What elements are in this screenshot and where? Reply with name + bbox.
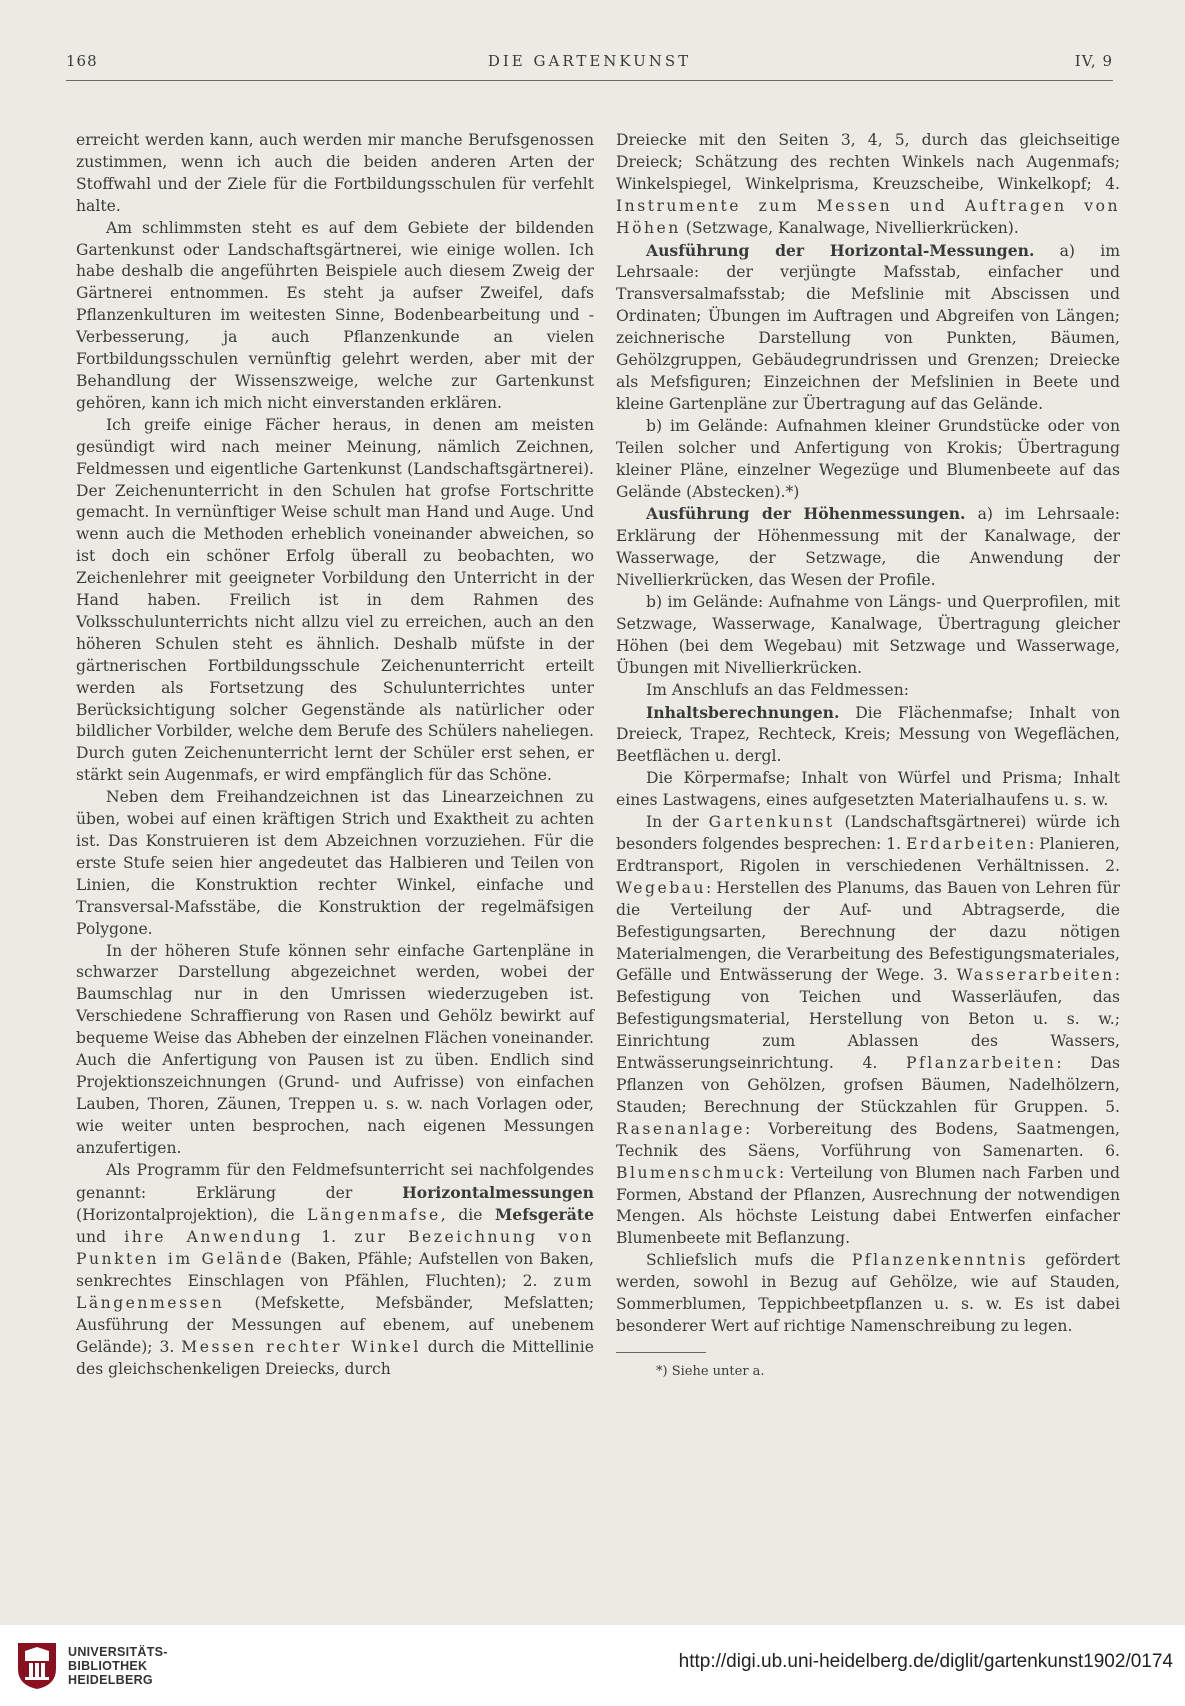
paragraph: Die Körpermafse; Inhalt von Würfel und Prisma; Inhalt eines Lastwagens, eines aufgesetzten Materialhaufens u. s. w.: [616, 769, 1120, 810]
paragraph: Ausführung der Höhenmessungen. a) im Lehrsaale: Erklärung der Höhenmessung mit der Kanalwage, der Wasserwage, der Setzwage, die Anwendung der Nivellierkrücken, das Wesen der Profile.: [616, 504, 1120, 590]
paragraph: erreicht werden kann, auch werden mir manche Berufsgenossen zustimmen, wenn ich auch die beiden anderen Arten der Stoffwahl und der Ziele für die Fortbildungsschulen für verfehlt halte.: [76, 131, 594, 215]
paragraph: Inhaltsberechnungen. Die Flächenmafse; Inhalt von Dreieck, Trapez, Rechteck, Kreis; Messung von Wegeflächen, Beetflächen u. dergl.: [616, 702, 1120, 766]
paragraph: Ausführung der Horizontal-Messungen. a) im Lehrsaale: der verjüngte Mafsstab, einfacher und Transversalmafsstab; die Mefslinie mit Abscissen und Ordinaten; Übungen im Auftragen und Abgreifen von Längen; zeichnerische Darstellung von Punkten, Bäumen, Gehölzgruppen, Gebäudegrundrissen und Grenzen; Dreiecke als Mefsfiguren; Einzeichnen der Mefslinien in Beete und kleine Gartenpläne zur Übertragung auf das Gelände.: [616, 240, 1120, 413]
paragraph: Neben dem Freihandzeichnen ist das Linearzeichnen zu üben, wobei auf einen kräftigen Strich und Exaktheit zu achten ist. Das Konstruieren ist dem Abzeichnen vorzuziehen. Für die erste Stufe seien hier angedeutet das Halbieren und Teilen von Linien, die Konstruktion rechter Winkel, einfache und Transversal-Mafsstäbe, die Konstruktion der regelmäfsigen Polygone.: [76, 788, 594, 938]
paragraph: In der Gartenkunst (Landschaftsgärtnerei) würde ich besonders folgendes besprechen: 1. Erdarbeiten: Planieren, Erdtransport, Rigolen in verschiedenen Verhältnissen. 2. Wegebau: Herstellen des Planums, das Bauen von Lehren für die Verteilung der Auf- und Abtragserde, die Befestigungsarten, Berechnung der dazu nötigen Materialmengen, die Verarbeitung des Befestigungsmateriales, Gefälle und Entwässerung der Wege. 3. Wasserarbeiten: Befestigung von Teichen und Wasserläufen, das Befestigungsmaterial, Herstellung von Beton u. s. w.; Einrichtung zum Ablassen des Wassers, Entwässerungseinrichtung. 4. Pflanzarbeiten: Das Pflanzen von Gehölzen, grofsen Bäumen, Nadelhölzern, Stauden; Berechnung der Stückzahlen für Gruppen. 5. Rasenanlage: Vorbereitung des Bodens, Saatmengen, Technik des Säens, Vorführung von Samenarten. 6. Blumenschmuck: Verteilung von Blumen nach Farben und Formen, Abstand der Pflanzen, Ausrechnung der notwendigen Mengen. Als höchste Leistung dabei Entwerfen einfacher Blumenbeete mit Beflanzung.: [616, 813, 1121, 1248]
left-column: [76, 130, 594, 1381]
page-number: 168: [66, 52, 98, 70]
issue-number: IV, 9: [1074, 52, 1113, 70]
paragraph: Schliefslich mufs die Pflanzenkenntnis gefördert werden, sowohl in Bezug auf Gehölze, wie auf Stauden, Sommerblumen, Teppichbeetpflanzen u. s. w. Es ist dabei besonderer Wert auf richtige Namenschreibung zu legen.: [616, 1251, 1120, 1335]
paragraph: Am schlimmsten steht es auf dem Gebiete der bildenden Gartenkunst oder Landschaftsgärtnerei, wie einige wollen. Ich habe deshalb die angeführten Beispiele auch diesem Zweig der Gärtnerei entnommen. Es steht ja aufser Zweifel, dafs Pflanzenkulturen im weitesten Sinne, Bodenbearbeitung und -Verbesserung, ja auch Pflanzenkunde an vielen Fortbildungsschulen vernünftig gelehrt werden, aber mit der Behandlung der Wissenszweige, welche zur Gartenkunst gehören, kann ich mich nicht einverstanden erklären.: [76, 218, 594, 412]
footnote-rule: [616, 1352, 706, 1353]
university-seal-icon: [14, 1639, 60, 1691]
paragraph: b) im Gelände: Aufnahme von Längs- und Querprofilen, mit Setzwage, Wasserwage, Kanalwage, Übertragung gleicher Höhen (bei dem Wegebau) mit Setzwage und Wasserwage, Übungen mit Nivellierkrücken.: [616, 593, 1120, 677]
right-column: [616, 130, 1120, 1383]
permalink-url[interactable]: http://digi.ub.uni-heidelberg.de/diglit/gartenkunst1902/0174: [678, 1651, 1173, 1672]
paragraph: In der höheren Stufe können sehr einfache Gartenpläne in schwarzer Darstellung abgezeichnet werden, wobei der Baumschlag nur in den Umrissen wiederzugeben ist. Verschiedene Schraffierung von Rasen und Gehölz bewirkt auf bequeme Weise das Abheben der einzelnen Flächen voneinander. Auch die Anfertigung von Pausen ist zu üben. Endlich sind Projektionszeichnungen (Grund- und Aufrisse) von einfachen Lauben, Thoren, Zäunen, Treppen u. s. w. nach Vorlagen oder, wie weiter unten besprochen, nach eigenen Messungen anzufertigen.: [76, 941, 594, 1157]
paragraph: b) im Gelände: Aufnahmen kleiner Grundstücke oder von Teilen solcher und Anfertigung von Krokis; Übertragung kleiner Pläne, einzelner Wegezüge und Blumenbeete auf das Gelände (Abstecken).*): [616, 416, 1120, 501]
paragraph: Im Anschlufs an das Feldmessen:: [646, 680, 909, 699]
library-name: UNIVERSITÄTS- BIBLIOTHEK HEIDELBERG: [68, 1645, 168, 1687]
paragraph: Ich greife einige Fächer heraus, in denen am meisten gesündigt wird nach meiner Meinung, nämlich Zeichnen, Feldmessen und eigentliche Gartenkunst (Landschaftsgärtnerei). Der Zeichenunterricht in den Schulen hat grofse Fortschritte gemacht. In vernünftiger Weise schult man Hand und Auge. Und wenn auch die Methoden erheblich voneinander abweichen, so ist doch ein schöner Erfolg überall zu beobachten, wo Zeichenlehrer mit geeigneter Vorbildung den Unterricht in der Hand haben. Freilich ist in dem Rahmen des Volksschulunterrichts nicht allzu viel zu erreichen, auch an den höheren Schulen steht es ähnlich. Deshalb müfste in der gärtnerischen Fortbildungsschule Zeichenunterricht erteilt werden als Fortsetzung des Schulunterrichtes unter Berücksichtigung solcher Gegenstände als natürlicher oder bildlicher Vorbilder, welche dem Berufe des Schülers naheliegen. Durch guten Zeichenunterricht lernt der Schüler erst sehen, er stärkt sein Augenmafs, er wird empfänglich für das Schöne.: [76, 415, 594, 785]
library-footer: [0, 1625, 1185, 1706]
header-rule: [66, 80, 1113, 81]
journal-title: DIE GARTENKUNST: [487, 52, 692, 70]
running-header: [66, 48, 1113, 72]
footnote: *) Siehe unter a.: [656, 1363, 765, 1379]
paragraph: Dreiecke mit den Seiten 3, 4, 5, durch das gleichseitige Dreieck; Schätzung des rechten Winkels nach Augenmafs; Winkelspiegel, Winkelprisma, Kreuzscheibe, Winkelkopf; 4. Instrumente zum Messen und Auftragen von Höhen (Setzwage, Kanalwage, Nivellierkrücken).: [616, 131, 1120, 237]
paragraph: Als Programm für den Feldmefsunterricht sei nachfolgendes genannt: Erklärung der Horizontalmessungen (Horizontalprojektion), die Längenmafse, die Mefsgeräte und ihre Anwendung 1. zur Bezeichnung von Punkten im Gelände (Baken, Pfähle; Aufstellen von Baken, senkrechtes Einschlagen von Pfählen, Fluchten); 2. zum Längenmessen (Mefskette, Mefsbänder, Mefslatten; Ausführung der Messungen auf ebenem, auf unebenem Gelände); 3. Messen rechter Winkel durch die Mittellinie des gleichschenkeligen Dreiecks, durch: [76, 1160, 594, 1378]
